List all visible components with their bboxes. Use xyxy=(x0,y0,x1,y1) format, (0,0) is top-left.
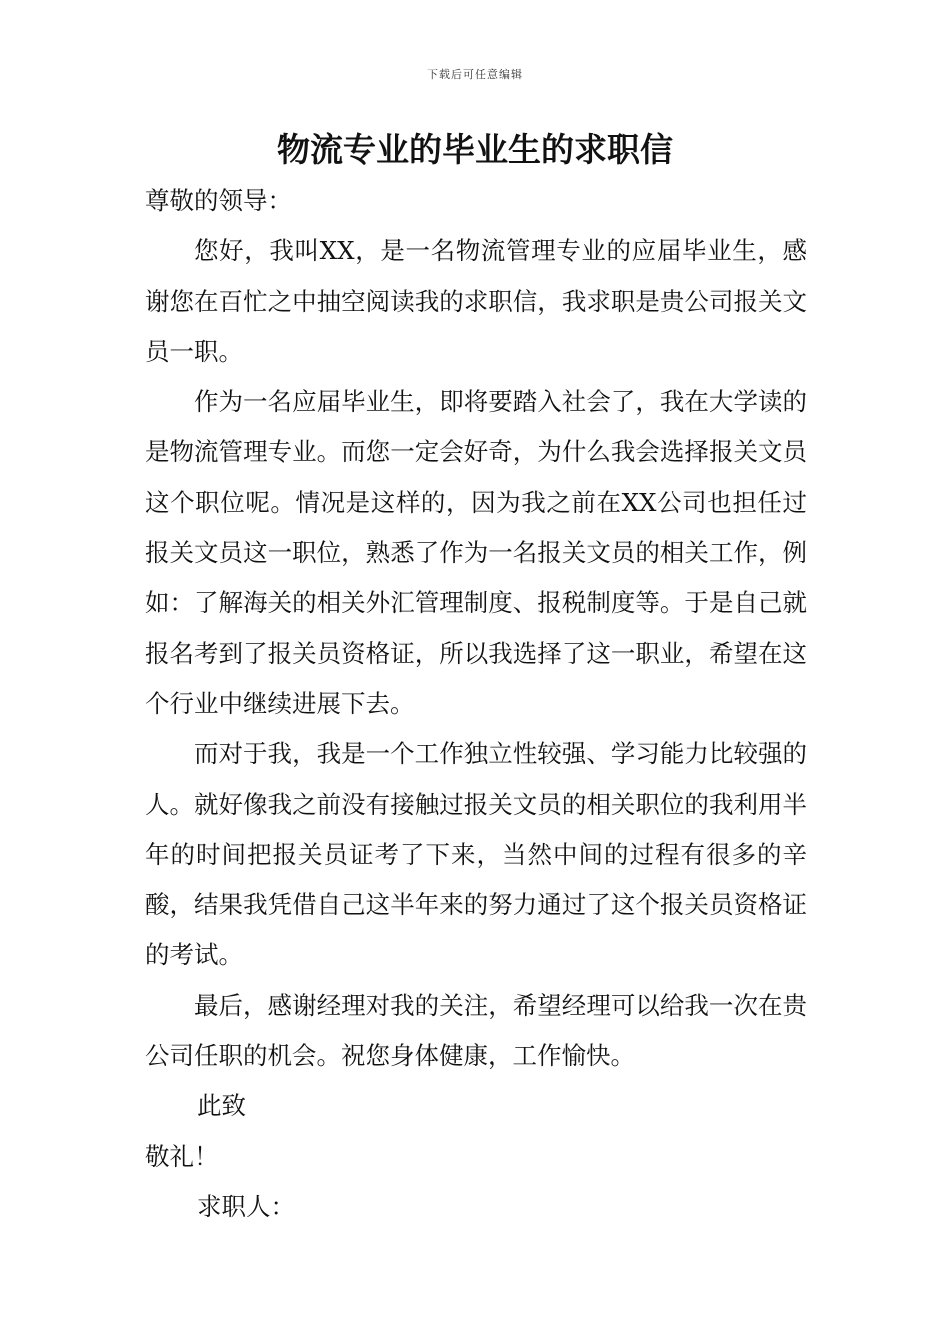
closing-line-2: 敬礼！ xyxy=(145,1141,219,1171)
salutation: 尊敬的领导： xyxy=(145,186,292,215)
letter-body xyxy=(145,176,807,1232)
closing-line-1: 此致 xyxy=(197,1091,246,1121)
signature-label: 求职人： xyxy=(197,1191,295,1221)
letter-title: 物流专业的毕业生的求职信 xyxy=(277,130,673,169)
header-note: 下载后可任意编辑 xyxy=(427,68,523,81)
paragraph-closing: 最后，感谢经理对我的关注，希望经理可以给我一次在贵公司任职的机会。祝您身体健康，工作愉快。 xyxy=(145,990,807,1071)
paragraph-intro: 您好，我叫XX，是一名物流管理专业的应届毕业生，感谢您在百忙之中抽空阅读我的求职信，我求职是贵公司报关文员一职。 xyxy=(145,236,807,366)
paragraph-strengths: 而对于我，我是一个工作独立性较强、学习能力比较强的人。就好像我之前没有接触过报关文员的相关职位的我利用半年的时间把报关员证考了下来，当然中间的过程有很多的辛酸，结果我凭借自己这半年来的努力通过了这个报关员资格证的考试。 xyxy=(145,739,807,970)
paragraph-background: 作为一名应届毕业生，即将要踏入社会了，我在大学读的是物流管理专业。而您一定会好奇，为什么我会选择报关文员这个职位呢。情况是这样的，因为我之前在XX公司也担任过报关文员这一职位，熟悉了作为一名报关文员的相关工作，例如：了解海关的相关外汇管理制度、报税制度等。于是自己就报名考到了报关员资格证，所以我选择了这一职业，希望在这个行业中继续进展下去。 xyxy=(145,387,807,718)
